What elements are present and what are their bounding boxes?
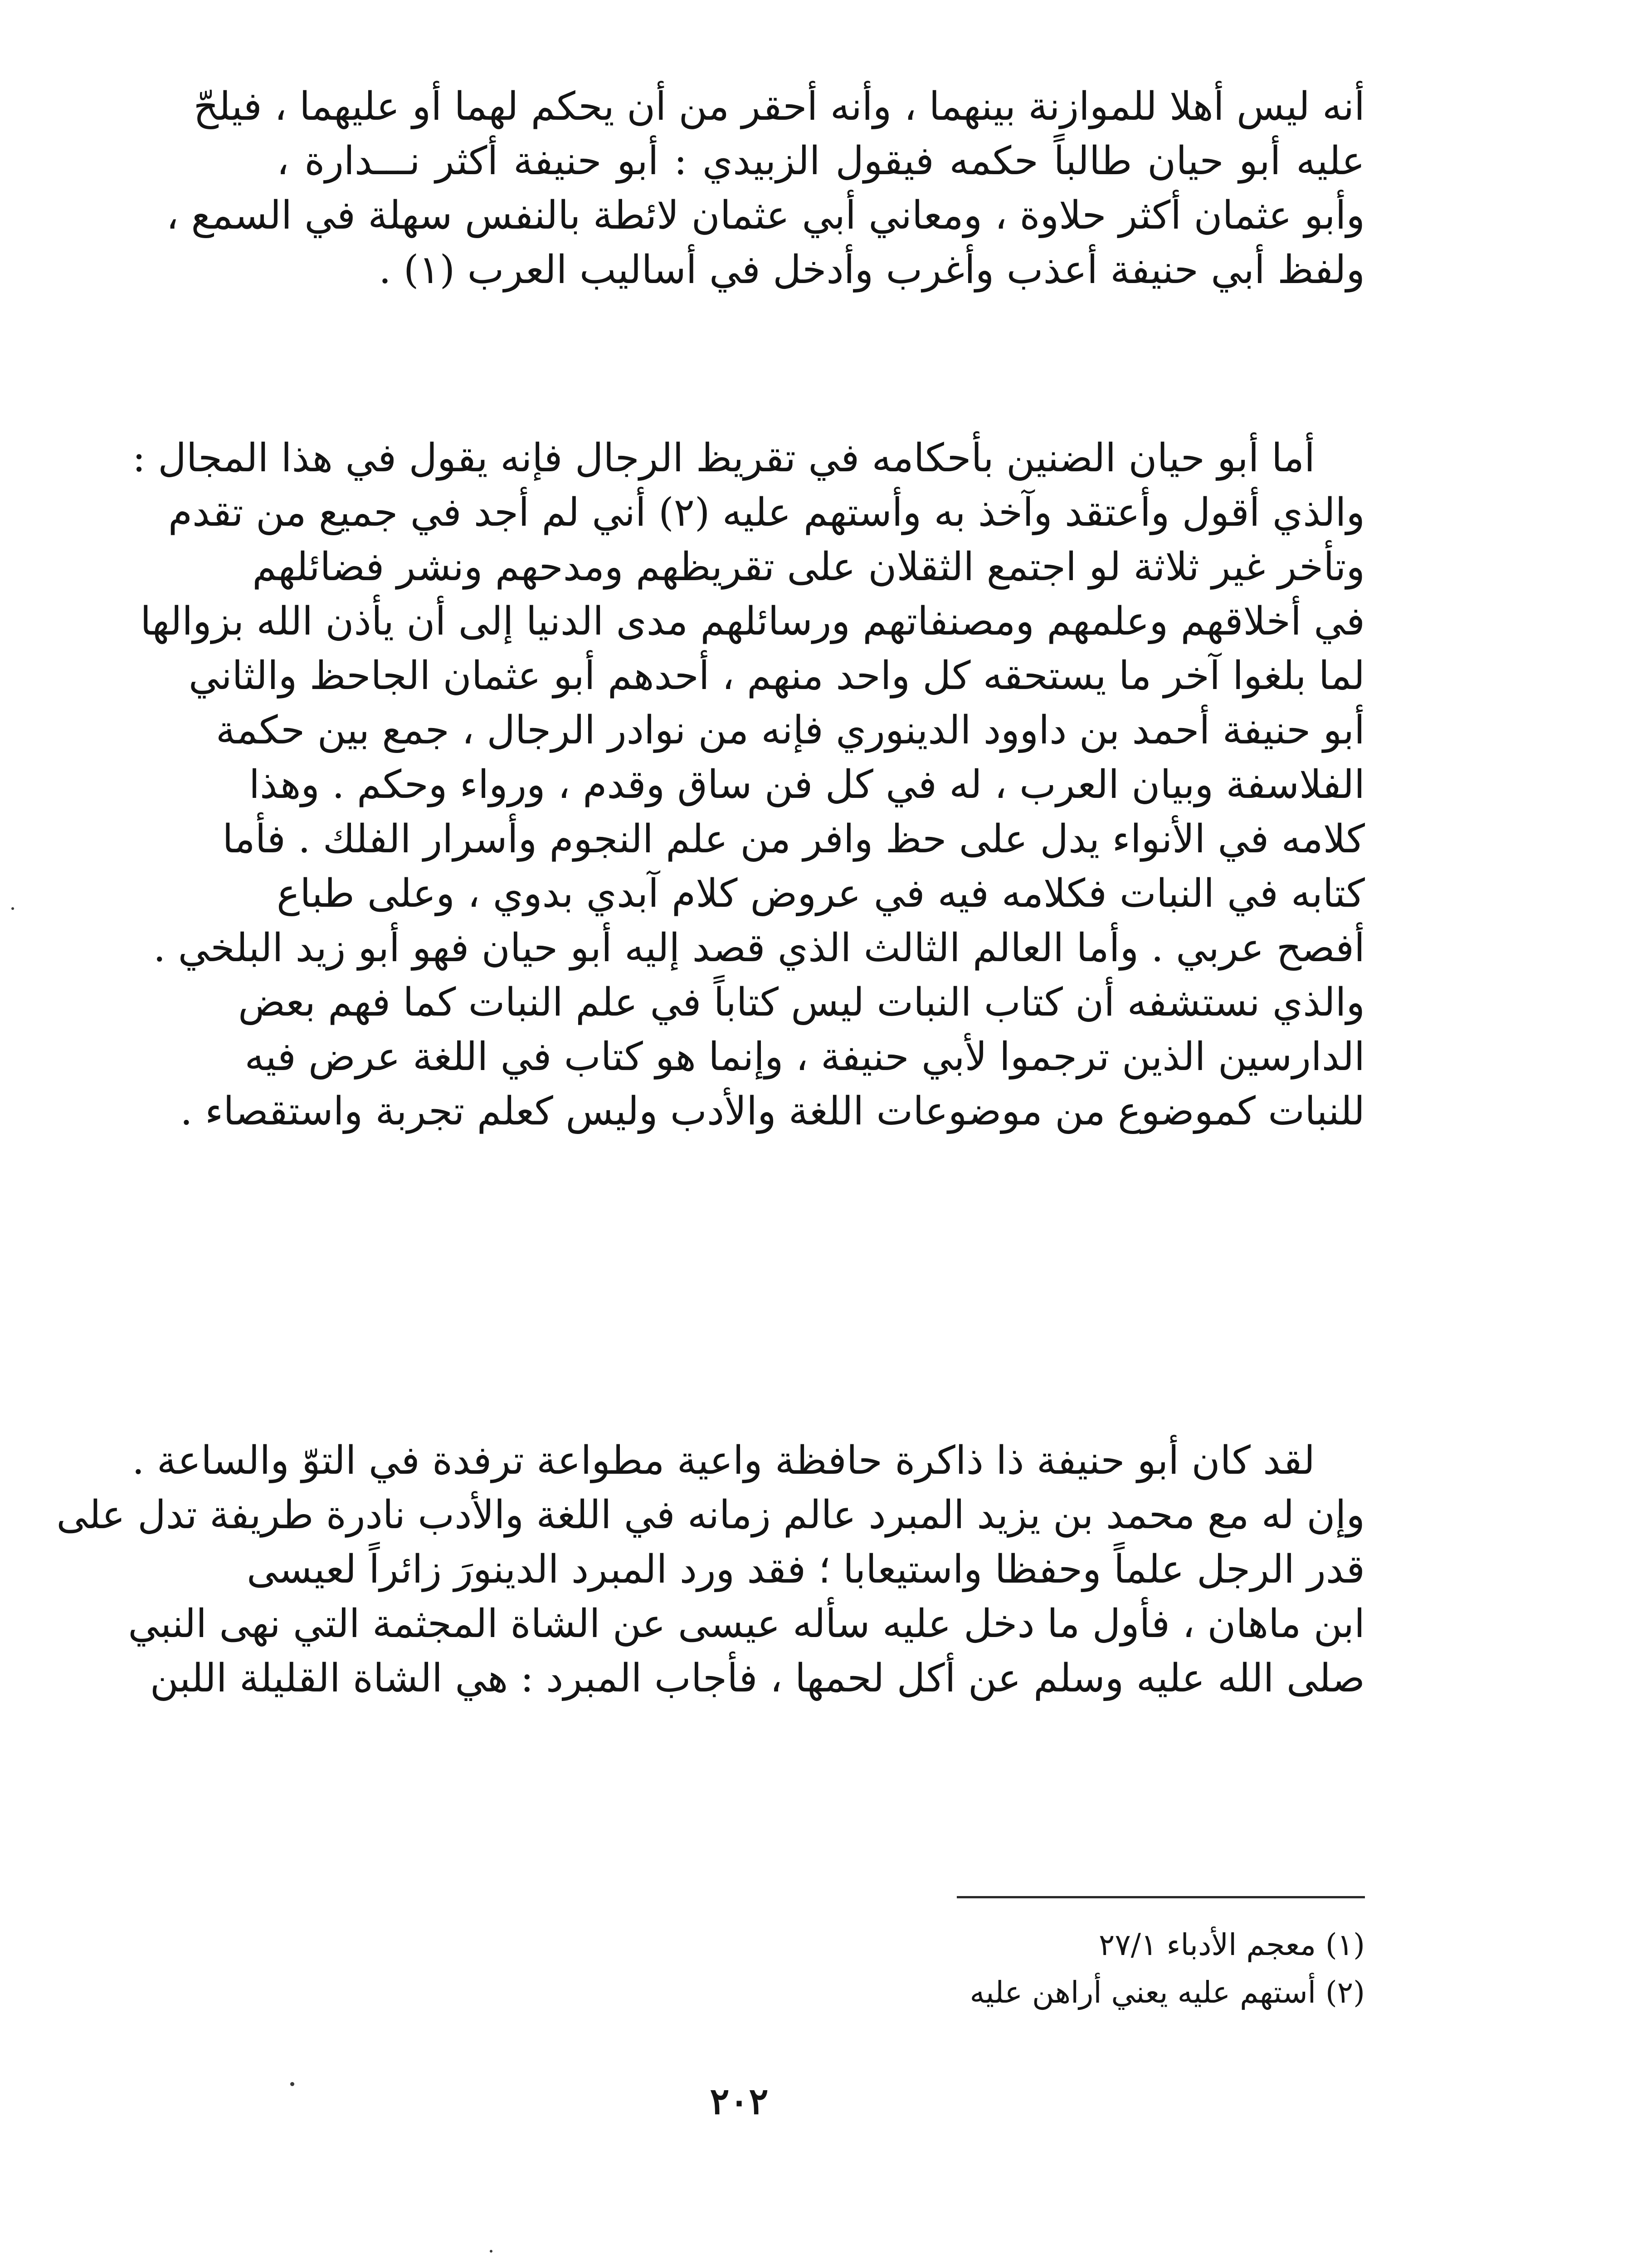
text-line: في أخلاقهم وعلمهم ومصنفاتهم ورسائلهم مدى الدنيا إلى أن يأذن الله بزوالها: [140, 599, 1365, 644]
text-line: أفصح عربي . وأما العالم الثالث الذي قصد إليه أبو حيان فهو أبو زيد البلخي .: [153, 925, 1365, 971]
text-line: عليه أبو حيان طالباً حكمه فيقول الزبيدي : أبو حنيفة أكثر نـــدارة ،: [277, 138, 1365, 184]
text-line: الفلاسفة وبيان العرب ، له في كل فن ساق وقدم ، ورواء وحكم . وهذا: [249, 762, 1365, 807]
text-line: لما بلغوا آخر ما يستحقه كل واحد منهم ، أحدهم أبو عثمان الجاحظ والثاني: [188, 653, 1365, 699]
text-line: صلى الله عليه وسلم عن أكل لحمها ، فأجاب المبرد : هي الشاة القليلة اللبن: [150, 1656, 1365, 1701]
text-line: والذي نستشفه أن كتاب النبات ليس كتاباً في علم النبات كما فهم بعض: [238, 980, 1365, 1025]
text-line: الدارسين الذين ترجموا لأبي حنيفة ، وإنما هو كتاب في اللغة عرض فيه: [244, 1034, 1365, 1080]
text-line: أما أبو حيان الضنين بأحكامه في تقريظ الرجال فإنه يقول في هذا المجال :: [132, 435, 1315, 481]
scan-speck: [11, 907, 14, 910]
text-line: قدر الرجل علماً وحفظا واستيعابا ؛ فقد ورد المبرد الدينورَ زائراً لعيسى: [247, 1547, 1365, 1592]
text-line: والذي أقول وأعتقد وآخذ به وأستهم عليه (٢) أني لم أجد في جميع من تقدم: [168, 490, 1365, 535]
text-line: وتأخر غير ثلاثة لو اجتمع الثقلان على تقريظهم ومدحهم ونشر فضائلهم: [252, 544, 1365, 590]
text-line: كتابه في النبات فكلامه فيه في عروض كلام آبدي بدوي ، وعلى طباع: [277, 871, 1365, 916]
text-line: كلامه في الأنواء يدل على حظ وافر من علم النجوم وأسرار الفلك . فأما: [222, 816, 1365, 862]
paragraph-3: [56, 1433, 1365, 1706]
scan-speck: [490, 2250, 492, 2253]
text-line: ابن ماهان ، فأول ما دخل عليه سأله عيسى عن الشاة المجثمة التي نهى النبي: [128, 1601, 1365, 1647]
text-line: أبو حنيفة أحمد بن داوود الدينوري فإنه من نوادر الرجال ، جمع بين حكمة: [215, 708, 1365, 753]
text-line: ولفظ أبي حنيفة أعذب وأغرب وأدخل في أساليب العرب (١) .: [379, 247, 1365, 293]
text-line: للنبات كموضوع من موضوعات اللغة والأدب وليس كعلم تجربة واستقصاء .: [180, 1089, 1365, 1134]
footnote-separator: [957, 1896, 1365, 1898]
paragraph-1: [166, 79, 1365, 297]
footnote-1: (١) معجم الأدباء ٢٧/١: [1098, 1927, 1365, 1962]
footnotes: [685, 1921, 1365, 2016]
text-line: أنه ليس أهلا للموازنة بينهما ، وأنه أحقر من أن يحكم لهما أو عليهما ، فيلحّ: [193, 84, 1365, 129]
footnote-2: (٢) أستهم عليه يعني أراهن عليه: [970, 1975, 1365, 2010]
paragraph-2: [132, 431, 1365, 1139]
text-line: وإن له مع محمد بن يزيد المبرد عالم زمانه في اللغة والأدب نادرة طريفة تدل على: [56, 1492, 1365, 1538]
scan-speck: [290, 2082, 294, 2086]
text-line: لقد كان أبو حنيفة ذا ذاكرة حافظة واعية مطواعة ترفدة في التوّ والساعة .: [132, 1438, 1315, 1483]
page-number: ٢٠٢: [710, 2080, 769, 2122]
text-line: وأبو عثمان أكثر حلاوة ، ومعاني أبي عثمان لائطة بالنفس سهلة في السمع ،: [166, 193, 1365, 238]
